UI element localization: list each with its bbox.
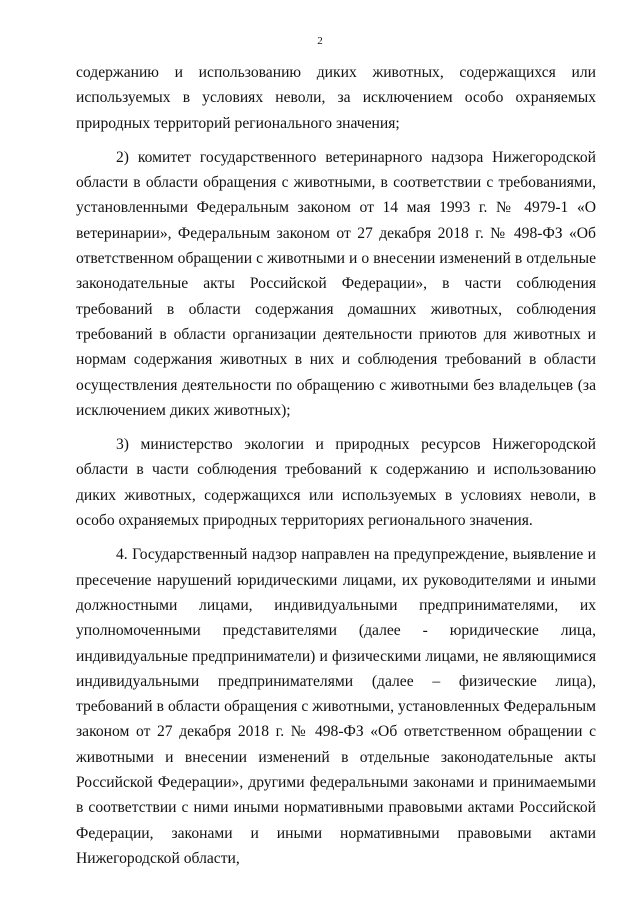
paragraph-continuation: содержанию и использованию диких животных, содержащихся или используемых в условиях неволи, за исключением особо охраняемых природных территорий регионального значения; [76, 64, 596, 132]
document-body [76, 60, 596, 871]
paragraph-clause-4: 4. Государственный надзор направлен на предупреждение, выявление и пресечение нарушений юридическими лицами, их руководителями и иными должностными лицами, индивидуальными предпринимателями, их уполномоченными представителями (далее - юридические лица, индивидуальные предприниматели) и физическими лицами, не являющимися индивидуальными предпринимателями (далее – физические лица), требований в области обращения с животными, установленных Федеральным законом от 27 декабря 2018 г. № 498-ФЗ «Об ответственном обращении с животными и внесении изменений в отдельные законодательные акты Российской Федерации», другими федеральными законами и принимаемыми в соответствии с ними иными нормативными правовыми актами Российской Федерации, законами и иными нормативными правовыми актами Нижегородской области, [76, 546, 596, 867]
paragraph-item-3: 3) министерство экологии и природных ресурсов Нижегородской области в части соблюдения требований к содержанию и использованию диких животных, содержащихся или используемых в условиях неволи, в особо охраняемых природных территориях регионального значения. [76, 436, 596, 530]
page-number: 2 [317, 35, 323, 47]
paragraph-item-2: 2) комитет государственного ветеринарного надзора Нижегородской области в области обращения с животными, в соответствии с требованиями, установленными Федеральным законом от 14 мая 1993 г. № 4979-1 «О ветеринарии», Федеральным законом от 27 декабря 2018 г. № 498-ФЗ «Об ответственном обращении с животными и о внесении изменений в отдельные законодательные акты Российской Федерации», в части соблюдения требований в области содержания домашних животных, соблюдения требований в области организации деятельности приютов для животных и нормам содержания животных в них и соблюдения требований в области осуществления деятельности по обращению с животными без владельцев (за исключением диких животных); [76, 148, 596, 419]
